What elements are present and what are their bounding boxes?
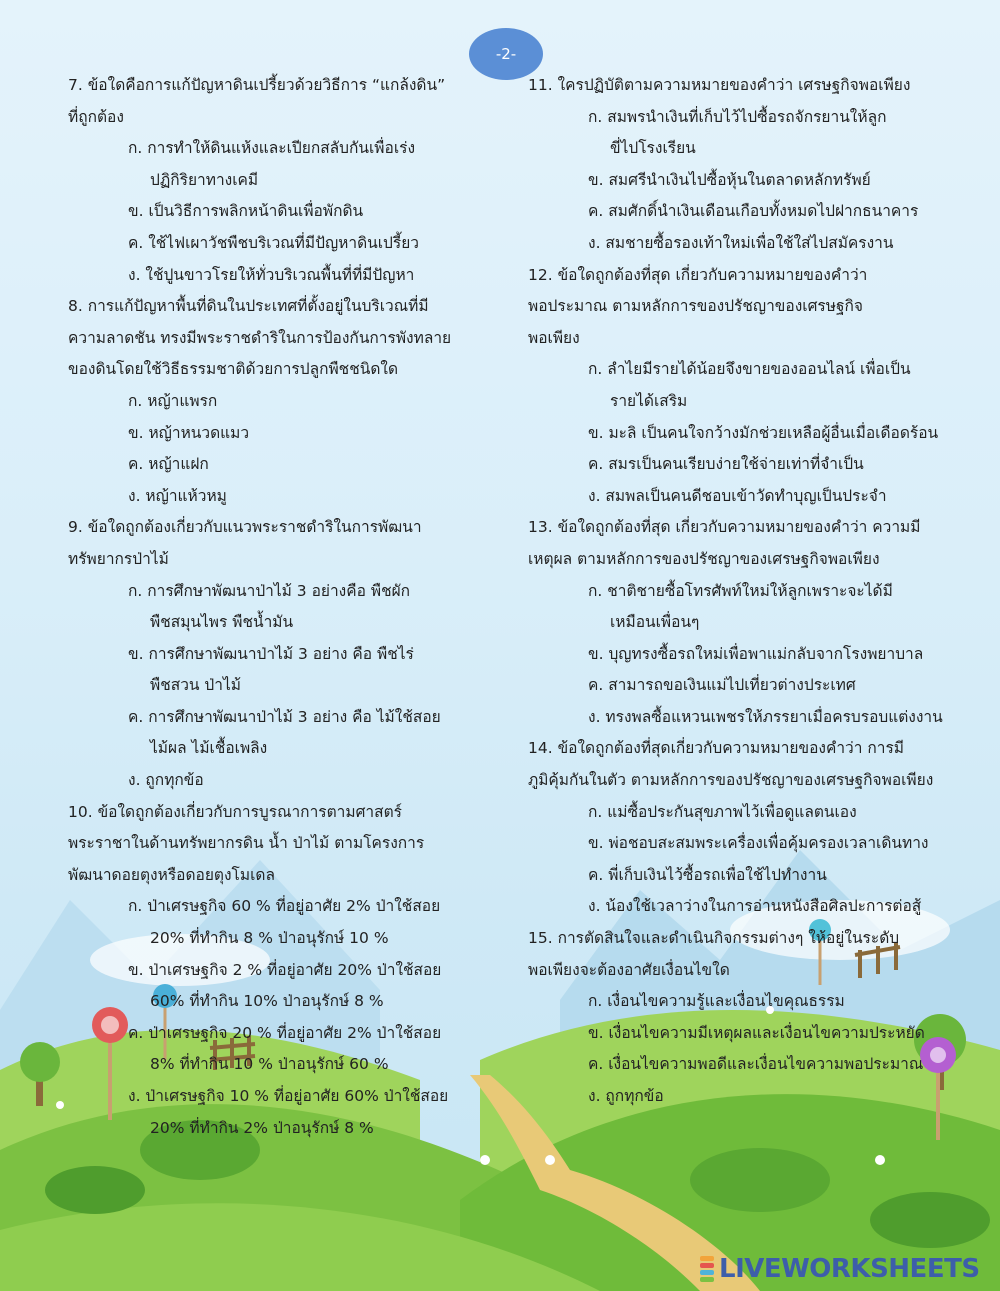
question-line: พอเพียงจะต้องอาศัยเงื่อนไขใด: [528, 960, 730, 979]
answer-option[interactable]: ง. น้องใช้เวลาว่างในการอ่านหนังสือศิลปะการต่อสู้: [588, 897, 922, 916]
question-line: 9. ข้อใดถูกต้องเกี่ยวกับแนวพระราชดำริในการพัฒนา: [68, 518, 422, 537]
logo-text: LIVEWORKSHEETS: [719, 1254, 980, 1284]
answer-option[interactable]: ง. ถูกทุกข้อ: [128, 771, 204, 790]
bush: [45, 1166, 145, 1214]
answer-option[interactable]: ก. หญ้าแพรก: [128, 391, 218, 410]
bush: [690, 1148, 830, 1212]
question-line: พอเพียง: [528, 328, 580, 347]
question-line: ของดินโดยใช้วิธีธรรมชาติด้วยการปลูกพืชชนิดใด: [68, 360, 399, 379]
answer-option[interactable]: ง. ใช้ปูนขาวโรยให้ทั่วบริเวณพื้นที่ที่มีปัญหา: [128, 265, 415, 284]
bush: [870, 1192, 990, 1248]
answer-option[interactable]: ก. ชาติชายซื้อโทรศัพท์ใหม่ให้ลูกเพราะจะได้มี: [588, 581, 893, 600]
answer-option[interactable]: ก. การทำให้ดินแห้งและเปียกสลับกันเพื่อเร่ง: [128, 139, 416, 158]
answer-option-continuation: พืชสวน ป่าไม้: [150, 676, 241, 695]
answer-option[interactable]: ข. หญ้าหนวดแมว: [128, 423, 250, 442]
answer-option[interactable]: ก. ลำไยมีรายได้น้อยจึงขายของออนไลน์ เพื่อเป็น: [588, 360, 911, 379]
answer-option[interactable]: ค. ป่าเศรษฐกิจ 20 % ที่อยู่อาศัย 2% ป่าใช้สอย: [128, 1023, 442, 1042]
answer-option[interactable]: ง. หญ้าแห้วหมู: [128, 486, 227, 505]
question-line: ความลาดชัน ทรงมีพระราชดำริในการป้องกันการพังทลาย: [68, 328, 452, 347]
question-line: ที่ถูกต้อง: [68, 107, 124, 126]
question-line: 10. ข้อใดถูกต้องเกี่ยวกับการบูรณาการตามศาสตร์: [68, 802, 402, 821]
question-line: 13. ข้อใดถูกต้องที่สุด เกี่ยวกับความหมายของคำว่า ความมี: [528, 518, 921, 537]
flower: [545, 1155, 555, 1165]
answer-option[interactable]: ก. การศึกษาพัฒนาป่าไม้ 3 อย่างคือ พืชผัก: [128, 581, 411, 600]
question-line: 8. การแก้ปัญหาพื้นที่ดินในประเทศที่ตั้งอยู่ในบริเวณที่มี: [68, 297, 429, 316]
left-column: [68, 70, 488, 1144]
answer-option[interactable]: ค. สามารถขอเงินแม่ไปเที่ยวต่างประเทศ: [588, 676, 856, 695]
question-line: 7. ข้อใดคือการแก้ปัญหาดินเปรี้ยวด้วยวิธีการ “แกล้งดิน”: [68, 76, 446, 94]
question-line: 15. การตัดสินใจและดำเนินกิจกรรมต่างๆ ให้อยู่ในระดับ: [528, 929, 900, 948]
question-line: 14. ข้อใดถูกต้องที่สุดเกี่ยวกับความหมายของคำว่า การมี: [528, 739, 904, 758]
question-line: เหตุผล ตามหลักการของปรัชญาของเศรษฐกิจพอเพียง: [528, 549, 880, 568]
page-number: -2-: [495, 45, 517, 63]
answer-option[interactable]: ก. เงื่อนไขความรู้และเงื่อนไขคุณธรรม: [588, 992, 845, 1011]
answer-option-continuation: ขี่ไปโรงเรียน: [610, 139, 696, 158]
answer-option-continuation: 20% ที่ทำกิน 8 % ป่าอนุรักษ์ 10 %: [150, 929, 389, 948]
answer-option[interactable]: ข. มะลิ เป็นคนใจกว้างมักช่วยเหลือผู้อื่นเมื่อเดือดร้อน: [588, 423, 939, 442]
right-column: [528, 70, 968, 1113]
answer-option-continuation: 8% ที่ทำกิน 10 % ป่าอนุรักษ์ 60 %: [150, 1055, 389, 1074]
answer-option[interactable]: ง. ป่าเศรษฐกิจ 10 % ที่อยู่อาศัย 60% ป่าใช้สอย: [128, 1087, 449, 1105]
answer-option[interactable]: ก. ป่าเศรษฐกิจ 60 % ที่อยู่อาศัย 2% ป่าใช้สอย: [128, 897, 441, 916]
question-line: พระราชาในด้านทรัพยากรดิน น้ำ ป่าไม้ ตามโครงการ: [68, 834, 425, 853]
answer-option[interactable]: ข. เป็นวิธีการพลิกหน้าดินเพื่อพักดิน: [128, 202, 364, 221]
answer-option[interactable]: ง. สมชายซื้อรองเท้าใหม่เพื่อใช้ใส่ไปสมัครงาน: [588, 233, 894, 252]
flower: [875, 1155, 885, 1165]
answer-option[interactable]: ง. ทรงพลซื้อแหวนเพชรให้ภรรยาเมื่อครบรอบแต่งงาน: [588, 707, 943, 726]
answer-option[interactable]: ค. สมศักดิ์นำเงินเดือนเกือบทั้งหมดไปฝากธนาคาร: [588, 202, 919, 221]
answer-option[interactable]: ง. สมพลเป็นคนดีชอบเข้าวัดทำบุญเป็นประจำ: [588, 486, 887, 505]
logo-icon: [700, 1255, 714, 1283]
answer-option[interactable]: ข. สมศรีนำเงินไปซื้อหุ้นในตลาดหลักทรัพย์: [588, 170, 871, 189]
answer-option[interactable]: ข. พ่อชอบสะสมพระเครื่องเพื่อคุ้มครองเวลาเดินทาง: [588, 834, 929, 853]
answer-option-continuation: เหมือนเพื่อนๆ: [610, 613, 700, 632]
question-line: ภูมิคุ้มกันในตัว ตามหลักการของปรัชญาของเศรษฐกิจพอเพียง: [528, 771, 934, 790]
answer-option[interactable]: ค. ใช้ไฟเผาวัชพืชบริเวณที่มีปัญหาดินเปรี้ยว: [128, 233, 419, 252]
answer-option[interactable]: ข. การศึกษาพัฒนาป่าไม้ 3 อย่าง คือ พืชไร่: [128, 644, 414, 663]
answer-option[interactable]: ค. พี่เก็บเงินไว้ซื้อรถเพื่อใช้ไปทำงาน: [588, 865, 827, 884]
question-line: พอประมาณ ตามหลักการของปรัชญาของเศรษฐกิจ: [528, 297, 863, 316]
flower: [56, 1101, 64, 1109]
answer-option-continuation: พืชสมุนไพร พืชน้ำมัน: [150, 613, 294, 632]
answer-option[interactable]: ค. เงื่อนไขความพอดีและเงื่อนไขความพอประมาณ: [588, 1055, 924, 1074]
answer-option[interactable]: ค. หญ้าแฝก: [128, 455, 209, 474]
answer-option[interactable]: ข. เงื่อนไขความมีเหตุผลและเงื่อนไขความประหยัด: [588, 1023, 925, 1042]
question-line: 11. ใครปฏิบัติตามความหมายของคำว่า เศรษฐกิจพอเพียง: [528, 76, 911, 94]
answer-option[interactable]: ก. สมพรนำเงินที่เก็บไว้ไปซื้อรถจักรยานให้ลูก: [588, 107, 887, 126]
answer-option[interactable]: ง. ถูกทุกข้อ: [588, 1087, 664, 1105]
answer-option-continuation: รายได้เสริม: [610, 391, 688, 410]
tree-crown: [20, 1042, 60, 1082]
answer-option[interactable]: ข. บุญทรงซื้อรถใหม่เพื่อพาแม่กลับจากโรงพยาบาล: [588, 644, 924, 663]
answer-option[interactable]: ค. สมรเป็นคนเรียบง่ายใช้จ่ายเท่าที่จำเป็น: [588, 455, 864, 474]
answer-option[interactable]: ก. แม่ซื้อประกันสุขภาพไว้เพื่อดูแลตนเอง: [588, 802, 857, 821]
answer-option-continuation: 60% ที่ทำกิน 10% ป่าอนุรักษ์ 8 %: [150, 992, 384, 1011]
answer-option[interactable]: ข. ป่าเศรษฐกิจ 2 % ที่อยู่อาศัย 20% ป่าใช้สอย: [128, 960, 442, 979]
answer-option-continuation: 20% ที่ทำกิน 2% ป่าอนุรักษ์ 8 %: [150, 1118, 374, 1137]
answer-option-continuation: ปฏิกิริยาทางเคมี: [150, 170, 259, 189]
question-line: 12. ข้อใดถูกต้องที่สุด เกี่ยวกับความหมายของคำว่า: [528, 265, 868, 284]
liveworksheets-logo: [700, 1254, 980, 1284]
answer-option-continuation: ไม้ผล ไม้เชื้อเพลิง: [150, 739, 268, 758]
answer-option[interactable]: ค. การศึกษาพัฒนาป่าไม้ 3 อย่าง คือ ไม้ใช้สอย: [128, 707, 441, 726]
flower: [480, 1155, 490, 1165]
question-line: พัฒนาดอยตุงหรือดอยตุงโมเดล: [68, 865, 275, 884]
question-line: ทรัพยากรป่าไม้: [68, 549, 169, 568]
